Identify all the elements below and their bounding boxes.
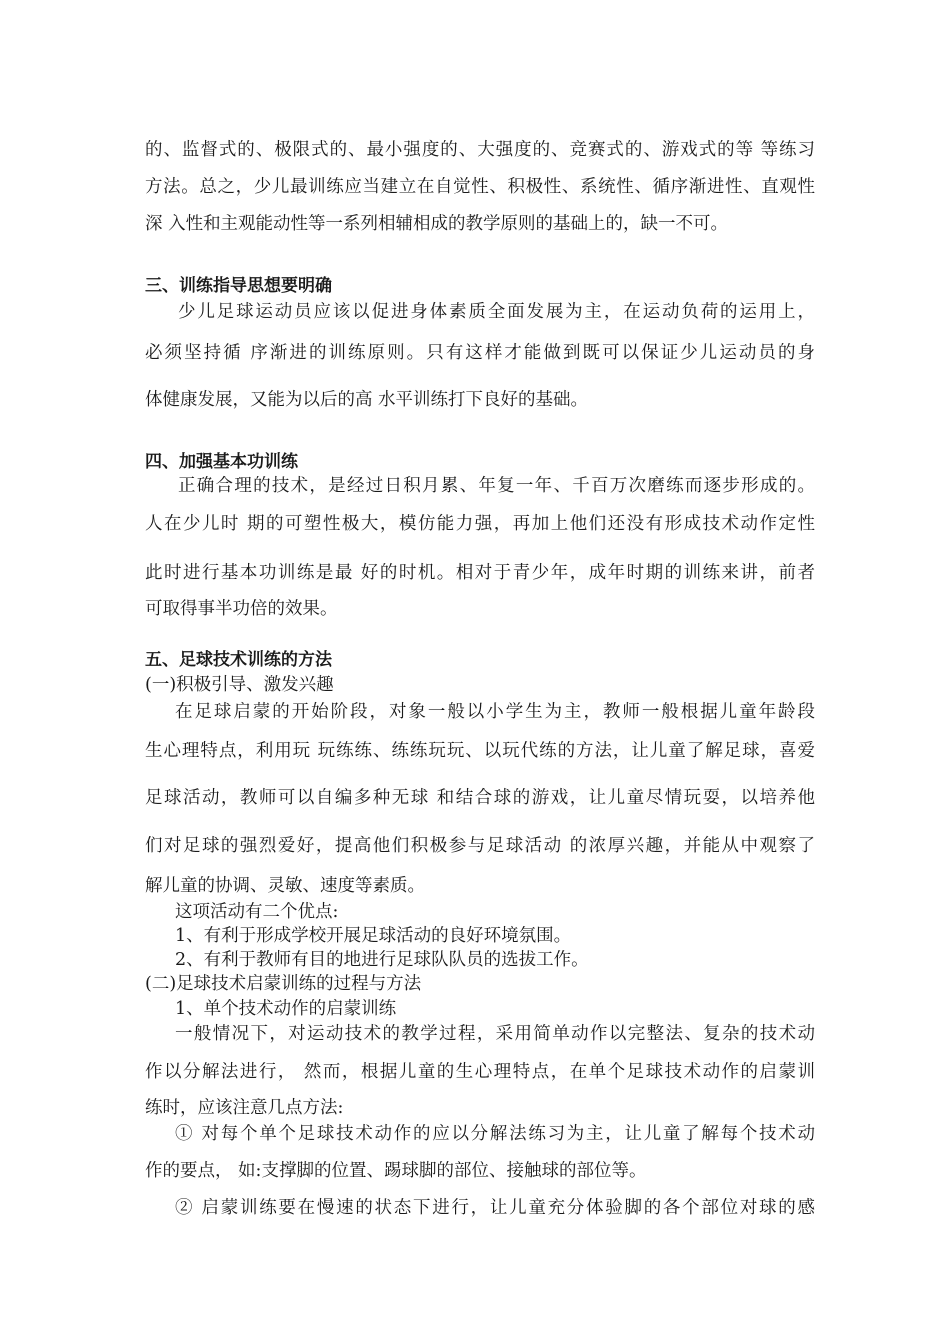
paragraph-line: 这项活动有二个优点: (175, 902, 339, 922)
paragraph-line: 在足球启蒙的开始阶段，对象一般以小学生为主，教师一般根据儿童年龄段 (175, 702, 815, 722)
paragraph-line: 作以分解法进行， 然而，根据儿童的生心理特点，在单个足球技术动作的启蒙训 (145, 1062, 815, 1082)
paragraph-line: 们对足球的强烈爱好，提高他们积极参与足球活动 的浓厚兴趣，并能从中观察了 (145, 836, 815, 856)
paragraph-line: 练时，应该注意几点方法: (145, 1098, 344, 1118)
paragraph-line: 正确合理的技术，是经过日积月累、年复一年、千百万次磨练而逐步形成的。 (178, 476, 815, 496)
paragraph-line: 人在少儿时 期的可塑性极大，模仿能力强，再加上他们还没有形成技术动作定性 (145, 514, 815, 534)
section-heading-4: 四、加强基本功训练 (145, 452, 298, 472)
paragraph-line: 的、监督式的、极限式的、最小强度的、大强度的、竞赛式的、游戏式的等 等练习 (145, 140, 815, 160)
paragraph-line: 方法。总之，少儿最训练应当建立在自觉性、积极性、系统性、循序渐进性、直观性 (145, 177, 815, 197)
list-item: 1、单个技术动作的启蒙训练 (175, 999, 397, 1019)
section-heading-3: 三、训练指导思想要明确 (145, 276, 332, 296)
list-item: 1、有利于形成学校开展足球活动的良好环境氛围。 (175, 926, 572, 946)
paragraph-line: 可取得事半功倍的效果。 (145, 599, 338, 619)
paragraph-line: 生心理特点，利用玩 玩练练、练练玩玩、以玩代练的方法，让儿童了解足球，喜爱 (145, 741, 815, 761)
paragraph-line: 少儿足球运动员应该以促进身体素质全面发展为主，在运动负荷的运用上， (178, 302, 815, 322)
paragraph-line: ② 启蒙训练要在慢速的状态下进行，让儿童充分体验脚的各个部位对球的感 (175, 1198, 815, 1218)
paragraph-line: 足球活动，教师可以自编多种无球 和结合球的游戏，让儿童尽情玩耍，以培养他 (145, 788, 815, 808)
paragraph-line: 作的要点， 如:支撑脚的位置、踢球脚的部位、接触球的部位等。 (145, 1161, 647, 1181)
paragraph-line: 深 入性和主观能动性等一系列相辅相成的教学原则的基础上的，缺一不可。 (145, 214, 729, 234)
paragraph-line: 一般情况下，对运动技术的教学过程，采用简单动作以完整法、复杂的技术动 (175, 1024, 815, 1044)
section-heading-5: 五、足球技术训练的方法 (145, 650, 332, 670)
paragraph-line: 必须坚持循 序渐进的训练原则。只有这样才能做到既可以保证少儿运动员的身 (145, 343, 815, 363)
paragraph-line: 体健康发展，又能为以后的高 水平训练打下良好的基础。 (145, 390, 589, 410)
subsection-heading: (一)积极引导、激发兴趣 (145, 675, 334, 695)
paragraph-line: 解儿童的协调、灵敏、速度等素质。 (145, 876, 425, 896)
subsection-heading: (二)足球技术启蒙训练的过程与方法 (145, 974, 422, 994)
paragraph-line: ① 对每个单个足球技术动作的应以分解法练习为主，让儿童了解每个技术动 (175, 1124, 815, 1144)
paragraph-line: 此时进行基本功训练是最 好的时机。相对于青少年，成年时期的训练来讲，前者 (145, 563, 815, 583)
list-item: 2、有利于教师有目的地进行足球队队员的选拔工作。 (175, 950, 589, 970)
